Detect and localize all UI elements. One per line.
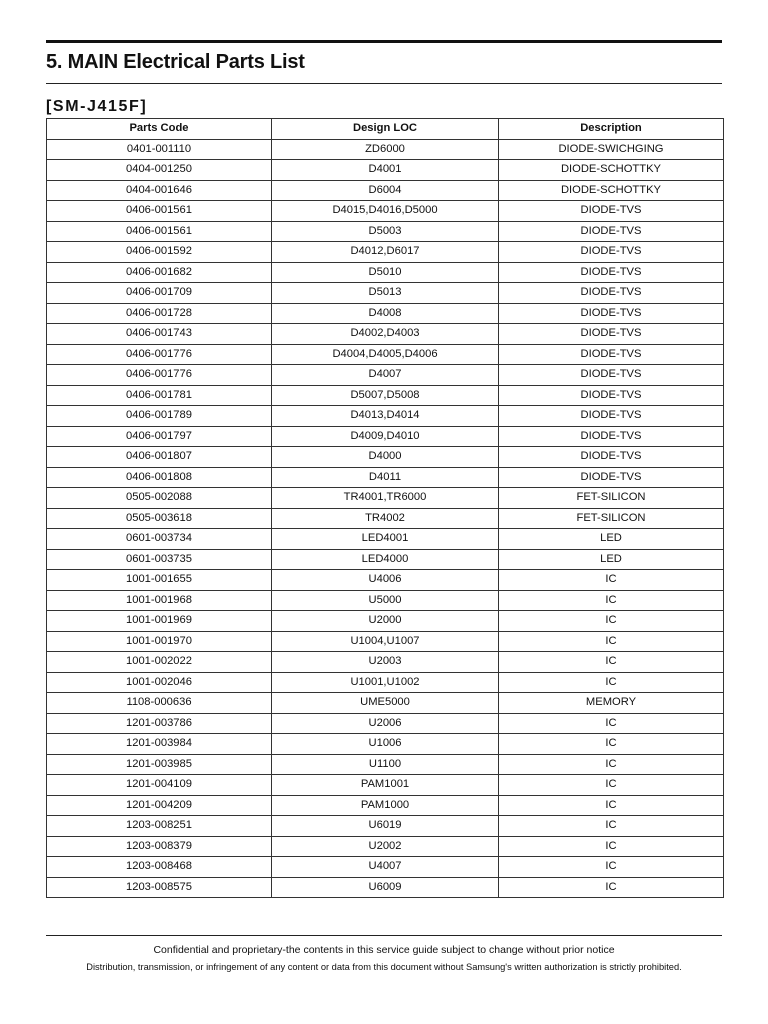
cell-parts-code: 0406-001709	[47, 283, 272, 304]
table-row	[47, 775, 724, 796]
cell-description: IC	[499, 754, 724, 775]
cell-description: IC	[499, 611, 724, 632]
cell-design-loc: U5000	[272, 590, 499, 611]
table-row	[47, 426, 724, 447]
cell-design-loc: D4007	[272, 365, 499, 386]
cell-design-loc: U2006	[272, 713, 499, 734]
cell-description: FET-SILICON	[499, 488, 724, 509]
cell-description: IC	[499, 795, 724, 816]
column-header-design-loc: Design LOC	[272, 119, 499, 140]
cell-design-loc: D4011	[272, 467, 499, 488]
cell-parts-code: 0406-001561	[47, 221, 272, 242]
cell-design-loc: U4006	[272, 570, 499, 591]
parts-table-body	[47, 139, 724, 898]
table-row	[47, 816, 724, 837]
cell-description: IC	[499, 775, 724, 796]
cell-description: IC	[499, 570, 724, 591]
table-row	[47, 303, 724, 324]
cell-description: IC	[499, 734, 724, 755]
cell-parts-code: 1108-000636	[47, 693, 272, 714]
cell-description: DIODE-TVS	[499, 344, 724, 365]
table-row	[47, 221, 724, 242]
cell-description: IC	[499, 713, 724, 734]
cell-parts-code: 0406-001776	[47, 344, 272, 365]
cell-parts-code: 1201-003786	[47, 713, 272, 734]
cell-description: DIODE-TVS	[499, 385, 724, 406]
table-row	[47, 365, 724, 386]
cell-design-loc: D4002,D4003	[272, 324, 499, 345]
cell-design-loc: D4008	[272, 303, 499, 324]
table-row	[47, 693, 724, 714]
cell-design-loc: U4007	[272, 857, 499, 878]
cell-parts-code: 1201-004209	[47, 795, 272, 816]
cell-description: DIODE-TVS	[499, 242, 724, 263]
table-row	[47, 160, 724, 181]
table-row	[47, 713, 724, 734]
cell-parts-code: 1001-001655	[47, 570, 272, 591]
cell-description: DIODE-SCHOTTKY	[499, 160, 724, 181]
cell-description: IC	[499, 672, 724, 693]
cell-description: FET-SILICON	[499, 508, 724, 529]
cell-design-loc: UME5000	[272, 693, 499, 714]
table-row	[47, 139, 724, 160]
cell-parts-code: 0406-001682	[47, 262, 272, 283]
cell-design-loc: D4000	[272, 447, 499, 468]
table-row	[47, 652, 724, 673]
table-row	[47, 877, 724, 898]
cell-design-loc: U1006	[272, 734, 499, 755]
top-rule	[46, 40, 722, 43]
cell-design-loc: U6009	[272, 877, 499, 898]
cell-design-loc: D5010	[272, 262, 499, 283]
table-row	[47, 570, 724, 591]
table-row	[47, 611, 724, 632]
cell-description: DIODE-SCHOTTKY	[499, 180, 724, 201]
cell-parts-code: 0601-003735	[47, 549, 272, 570]
table-row	[47, 529, 724, 550]
table-row	[47, 324, 724, 345]
cell-design-loc: PAM1001	[272, 775, 499, 796]
cell-parts-code: 1001-002022	[47, 652, 272, 673]
table-row	[47, 734, 724, 755]
cell-design-loc: PAM1000	[272, 795, 499, 816]
table-row	[47, 549, 724, 570]
table-row	[47, 180, 724, 201]
table-row	[47, 754, 724, 775]
cell-design-loc: D4009,D4010	[272, 426, 499, 447]
footer-confidential-notice: Confidential and proprietary-the contents in this service guide subject to change without prior notice	[153, 944, 615, 956]
cell-design-loc: D5003	[272, 221, 499, 242]
cell-description: DIODE-TVS	[499, 262, 724, 283]
cell-description: DIODE-TVS	[499, 467, 724, 488]
cell-parts-code: 1201-003985	[47, 754, 272, 775]
cell-design-loc: D4013,D4014	[272, 406, 499, 427]
cell-design-loc: TR4001,TR6000	[272, 488, 499, 509]
cell-description: IC	[499, 652, 724, 673]
cell-description: DIODE-TVS	[499, 406, 724, 427]
cell-design-loc: U2003	[272, 652, 499, 673]
cell-design-loc: U6019	[272, 816, 499, 837]
cell-parts-code: 0406-001728	[47, 303, 272, 324]
table-header-row	[47, 119, 724, 140]
parts-table	[46, 118, 724, 898]
cell-parts-code: 0406-001797	[47, 426, 272, 447]
table-row	[47, 488, 724, 509]
cell-design-loc: U1004,U1007	[272, 631, 499, 652]
cell-description: DIODE-TVS	[499, 283, 724, 304]
table-row	[47, 447, 724, 468]
table-row	[47, 406, 724, 427]
table-row	[47, 242, 724, 263]
cell-parts-code: 0406-001781	[47, 385, 272, 406]
cell-parts-code: 0404-001646	[47, 180, 272, 201]
cell-description: DIODE-TVS	[499, 426, 724, 447]
cell-parts-code: 1201-004109	[47, 775, 272, 796]
table-row	[47, 467, 724, 488]
title-rule	[46, 83, 722, 84]
table-row	[47, 836, 724, 857]
cell-parts-code: 0505-002088	[47, 488, 272, 509]
cell-parts-code: 1001-001969	[47, 611, 272, 632]
table-row	[47, 857, 724, 878]
cell-parts-code: 0406-001776	[47, 365, 272, 386]
cell-parts-code: 1203-008575	[47, 877, 272, 898]
table-row	[47, 672, 724, 693]
cell-description: IC	[499, 857, 724, 878]
column-header-description: Description	[499, 119, 724, 140]
cell-description: DIODE-TVS	[499, 447, 724, 468]
table-row	[47, 590, 724, 611]
table-row	[47, 262, 724, 283]
cell-description: DIODE-TVS	[499, 201, 724, 222]
table-row	[47, 283, 724, 304]
cell-parts-code: 0406-001789	[47, 406, 272, 427]
cell-description: DIODE-TVS	[499, 221, 724, 242]
cell-design-loc: D4001	[272, 160, 499, 181]
cell-design-loc: U2002	[272, 836, 499, 857]
cell-parts-code: 0406-001807	[47, 447, 272, 468]
cell-description: MEMORY	[499, 693, 724, 714]
cell-design-loc: D4004,D4005,D4006	[272, 344, 499, 365]
cell-parts-code: 1201-003984	[47, 734, 272, 755]
cell-design-loc: U2000	[272, 611, 499, 632]
cell-description: LED	[499, 549, 724, 570]
cell-description: DIODE-TVS	[499, 303, 724, 324]
cell-design-loc: D4015,D4016,D5000	[272, 201, 499, 222]
cell-description: DIODE-TVS	[499, 324, 724, 345]
column-header-parts-code: Parts Code	[47, 119, 272, 140]
cell-parts-code: 1001-001968	[47, 590, 272, 611]
table-row	[47, 385, 724, 406]
cell-design-loc: D6004	[272, 180, 499, 201]
cell-description: DIODE-SWICHGING	[499, 139, 724, 160]
table-row	[47, 631, 724, 652]
cell-parts-code: 1203-008468	[47, 857, 272, 878]
cell-parts-code: 0505-003618	[47, 508, 272, 529]
cell-parts-code: 0406-001561	[47, 201, 272, 222]
cell-parts-code: 0601-003734	[47, 529, 272, 550]
page-title: 5. MAIN Electrical Parts List	[46, 51, 305, 73]
cell-parts-code: 0401-001110	[47, 139, 272, 160]
footer-distribution-notice: Distribution, transmission, or infringement of any content or data from this document without Samsung's written authorization is strictly prohibited.	[86, 962, 682, 972]
cell-design-loc: D5013	[272, 283, 499, 304]
cell-design-loc: LED4001	[272, 529, 499, 550]
cell-description: DIODE-TVS	[499, 365, 724, 386]
cell-parts-code: 0404-001250	[47, 160, 272, 181]
cell-parts-code: 0406-001592	[47, 242, 272, 263]
cell-description: IC	[499, 631, 724, 652]
model-label: [SM-J415F]	[46, 98, 148, 115]
cell-parts-code: 1203-008379	[47, 836, 272, 857]
footer-rule	[46, 935, 722, 936]
table-row	[47, 344, 724, 365]
table-row	[47, 508, 724, 529]
cell-description: IC	[499, 877, 724, 898]
cell-design-loc: D4012,D6017	[272, 242, 499, 263]
cell-description: IC	[499, 590, 724, 611]
cell-design-loc: ZD6000	[272, 139, 499, 160]
table-row	[47, 795, 724, 816]
cell-description: IC	[499, 816, 724, 837]
cell-parts-code: 1203-008251	[47, 816, 272, 837]
cell-parts-code: 1001-001970	[47, 631, 272, 652]
cell-design-loc: TR4002	[272, 508, 499, 529]
cell-design-loc: U1100	[272, 754, 499, 775]
cell-parts-code: 0406-001743	[47, 324, 272, 345]
cell-parts-code: 0406-001808	[47, 467, 272, 488]
cell-description: IC	[499, 836, 724, 857]
cell-design-loc: LED4000	[272, 549, 499, 570]
cell-parts-code: 1001-002046	[47, 672, 272, 693]
table-row	[47, 201, 724, 222]
cell-design-loc: D5007,D5008	[272, 385, 499, 406]
cell-design-loc: U1001,U1002	[272, 672, 499, 693]
cell-description: LED	[499, 529, 724, 550]
